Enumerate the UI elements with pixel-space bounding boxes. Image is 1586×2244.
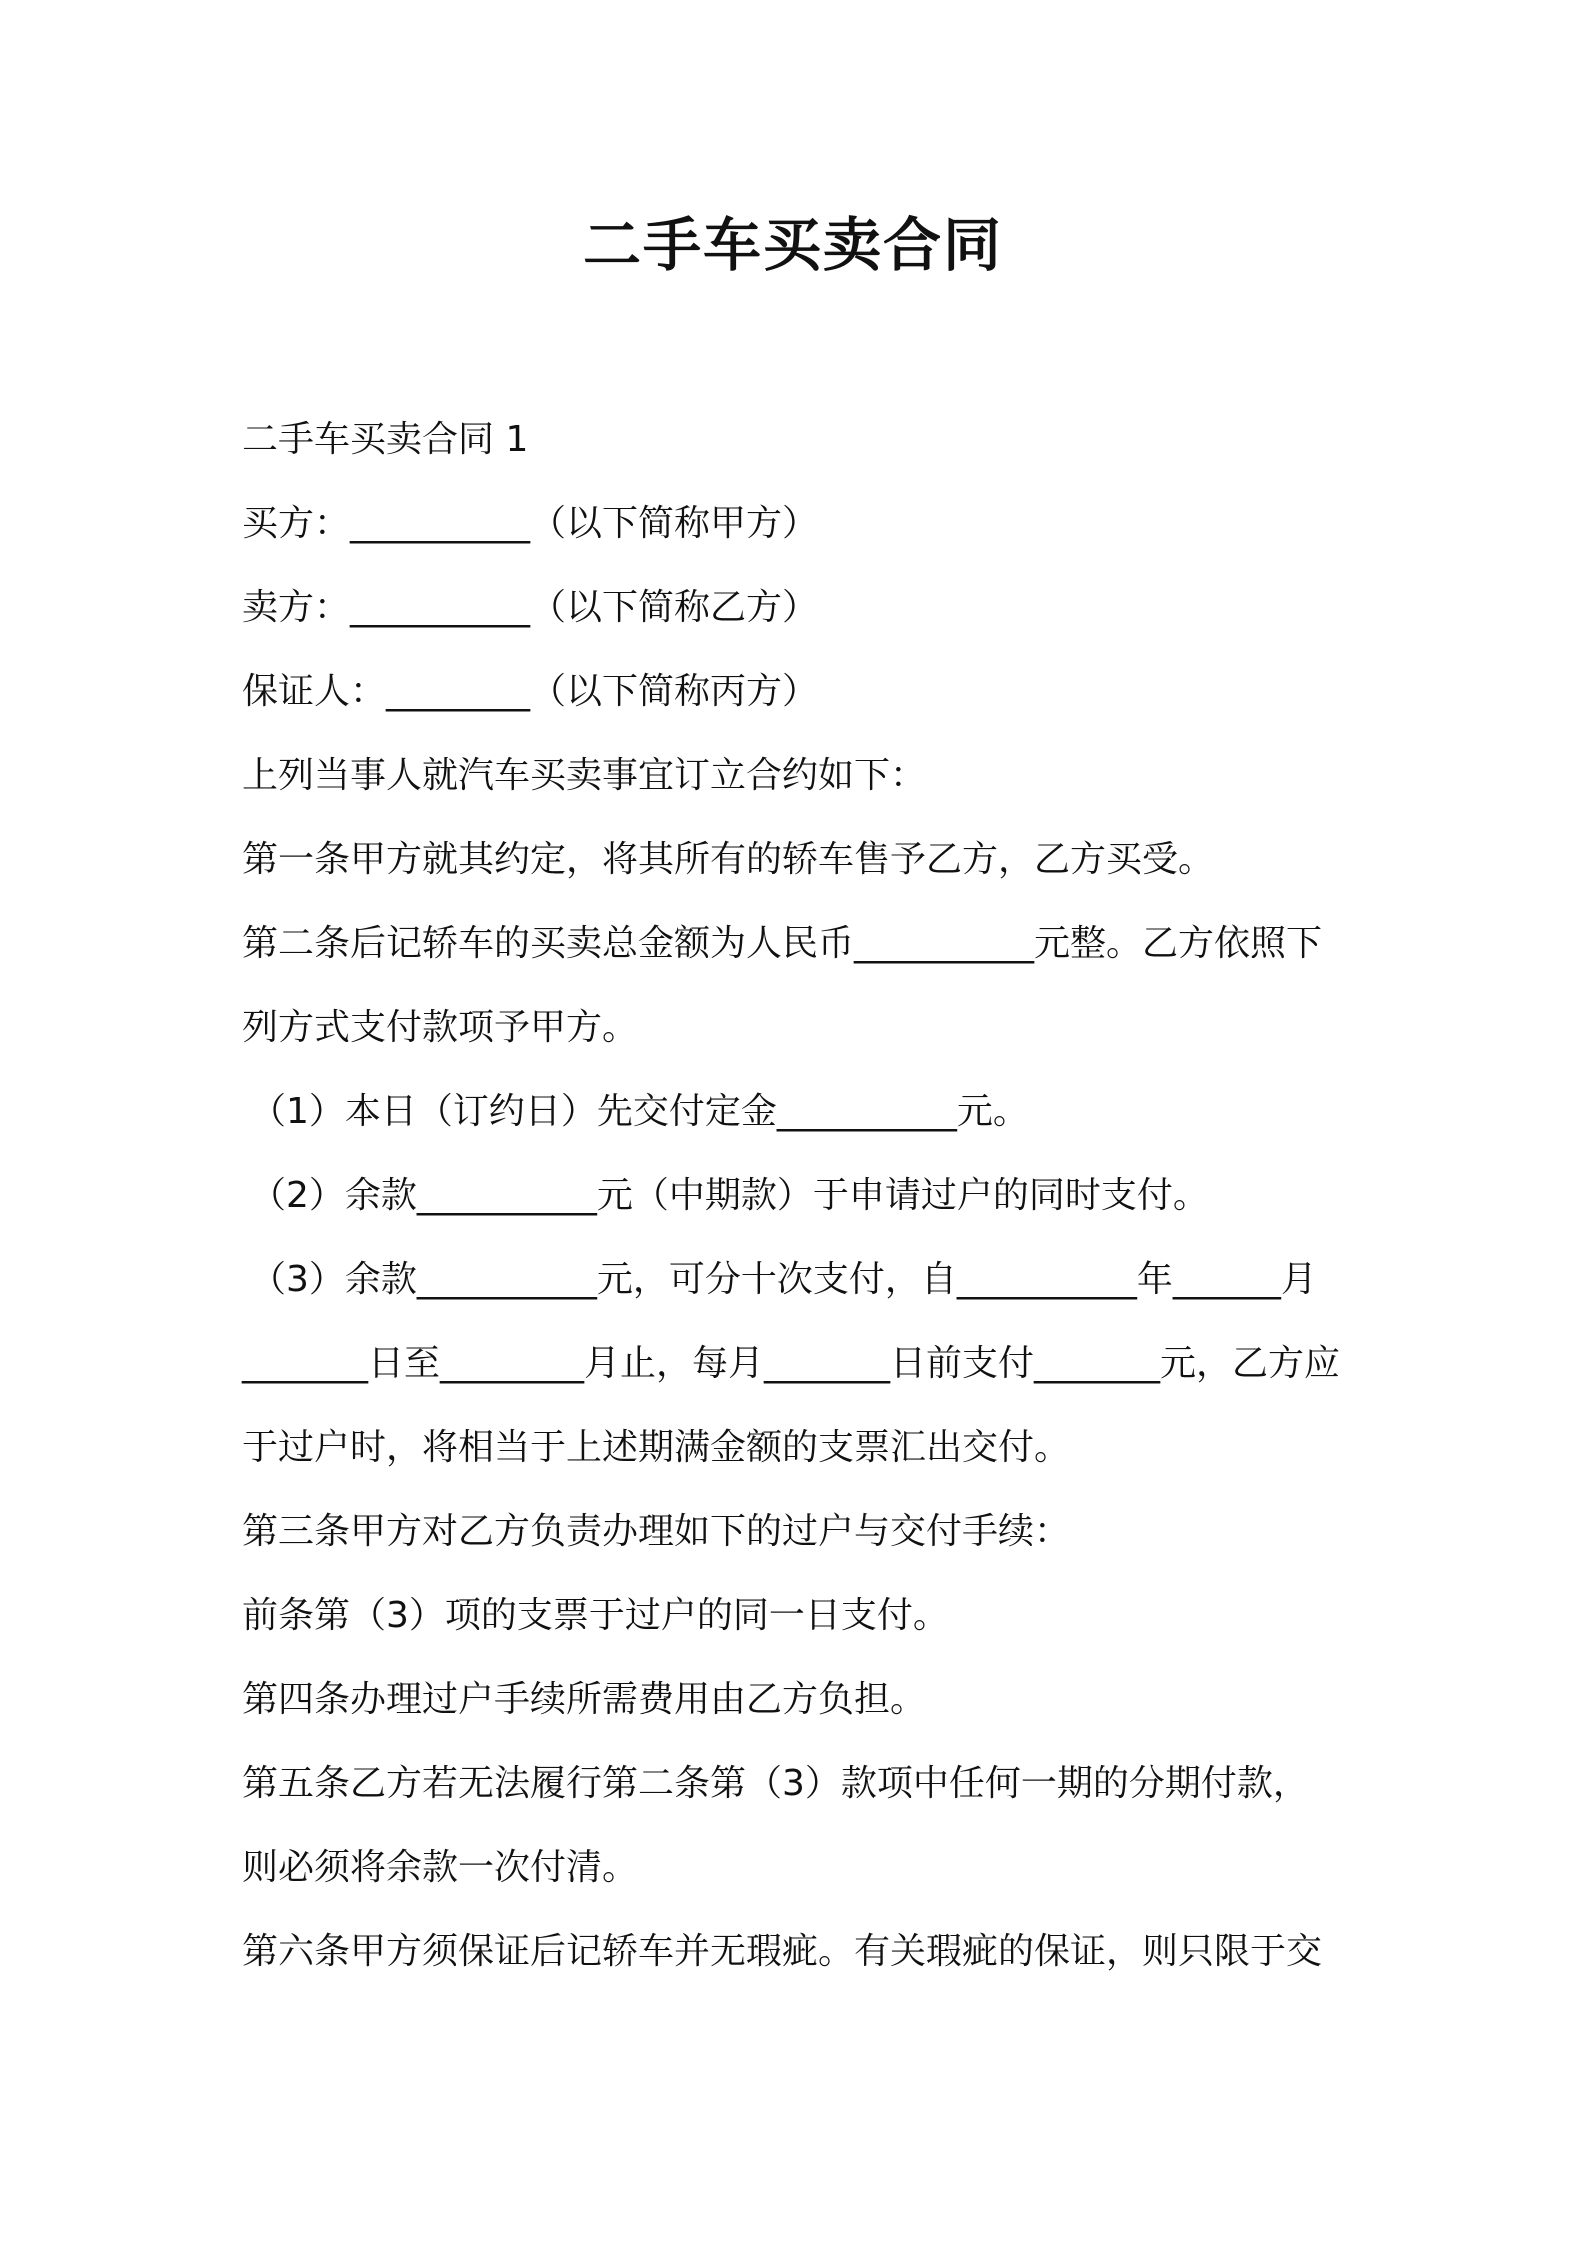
document-body [242,398,1362,1994]
contract-subtitle: 二手车买卖合同 1 [242,419,529,460]
article-2-line-1: 第二条后记轿车的买卖总金额为人民币__________元整。乙方依照下 [242,923,1323,964]
document-title: 二手车买卖合同 [582,211,1003,279]
article-3: 第三条甲方对乙方负责办理如下的过户与交付手续： [242,1511,1071,1552]
payment-item-3-line-1: （3）余款__________元，可分十次支付，自__________年______月 [250,1259,1317,1300]
payment-item-3-line-2: _______日至________月止，每月_______日前支付_______元，乙方应 [242,1343,1341,1384]
article-5-line-1: 第五条乙方若无法履行第二条第（3）款项中任何一期的分期付款， [242,1763,1309,1804]
article-1: 第一条甲方就其约定，将其所有的轿车售予乙方，乙方买受。 [242,839,1215,880]
article-2-line-2: 列方式支付款项予甲方。 [242,1007,639,1048]
article-6-line-1: 第六条甲方须保证后记轿车并无瑕疵。有关瑕疵的保证，则只限于交 [242,1931,1323,1972]
preamble-line: 上列当事人就汽车买卖事宜订立合约如下： [242,755,927,796]
article-4: 第四条办理过户手续所需费用由乙方负担。 [242,1679,927,1720]
article-3-detail: 前条第（3）项的支票于过户的同一日支付。 [242,1595,949,1636]
payment-item-1: （1）本日（订约日）先交付定金__________元。 [250,1091,1029,1132]
guarantor-line: 保证人：________（以下简称丙方） [242,671,819,712]
payment-item-2: （2）余款__________元（中期款）于申请过户的同时支付。 [250,1175,1209,1216]
buyer-line: 买方：__________（以下简称甲方） [242,503,819,544]
article-5-line-2: 则必须将余款一次付清。 [242,1847,639,1888]
seller-line: 卖方：__________（以下简称乙方） [242,587,819,628]
payment-item-3-line-3: 于过户时，将相当于上述期满金额的支票汇出交付。 [242,1427,1071,1468]
